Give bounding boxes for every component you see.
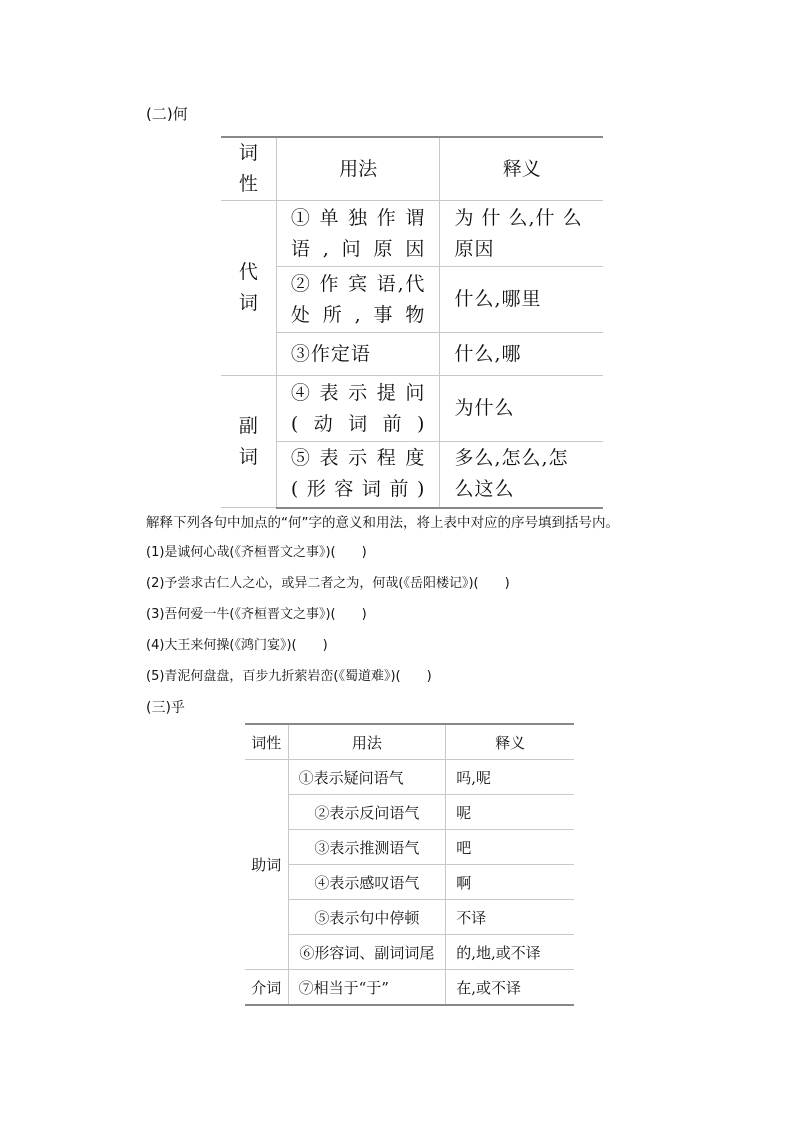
usage-cell: ③表示推测语气: [288, 830, 446, 865]
meaning-cell: 吧: [446, 830, 574, 865]
table-row: [245, 900, 574, 935]
table-row: [221, 201, 603, 267]
table-row: [245, 865, 574, 900]
question-3: (3)吾何爱一牛(《齐桓晋文之事》)( ): [146, 607, 367, 622]
header-usage: 用法: [288, 724, 446, 760]
meaning-cell: 什么,哪里: [440, 267, 603, 333]
pos-cell: 助词: [245, 760, 288, 970]
meaning-cell: 多么,怎么,怎 么这么: [440, 442, 603, 508]
usage-cell: ①表示疑问语气: [288, 760, 446, 795]
meaning-cell: 啊: [446, 865, 574, 900]
meaning-cell: 不译: [446, 900, 574, 935]
meaning-cell: 为什么: [440, 376, 603, 442]
table-row: [245, 795, 574, 830]
question-4: (4)大王来何操(《鸿门宴》)( ): [146, 638, 328, 653]
table-header-row: [221, 137, 603, 201]
table-header-row: [245, 724, 574, 760]
usage-cell: ① 单 独 作 谓 语,问原因: [276, 201, 440, 267]
header-meaning: 释义: [446, 724, 574, 760]
table-row: [221, 267, 603, 333]
usage-cell: ⑤表示句中停顿: [288, 900, 446, 935]
question-5: (5)青泥何盘盘，百步九折萦岩峦(《蜀道难》)( ): [146, 669, 432, 684]
header-pos: 词性: [245, 724, 288, 760]
usage-cell: ②表示反问语气: [288, 795, 446, 830]
pos-cell: 副词: [221, 376, 276, 508]
table-row: [245, 830, 574, 865]
usage-cell: ④表示感叹语气: [288, 865, 446, 900]
meaning-cell: 的,地,或不译: [446, 935, 574, 970]
header-usage: 用法: [276, 137, 440, 201]
table-row: [221, 442, 603, 508]
usage-cell: ④ 表 示 提 问 (动词前): [276, 376, 440, 442]
meaning-cell: 呢: [446, 795, 574, 830]
usage-cell: ⑥形容词、副词词尾: [288, 935, 446, 970]
pos-cell: 介词: [245, 970, 288, 1006]
header-pos: 词性: [221, 137, 276, 201]
usage-cell: ⑤ 表 示 程 度 (形容词前): [276, 442, 440, 508]
table-row: [245, 970, 574, 1006]
section-title-hu: (三)乎: [146, 700, 185, 716]
header-meaning: 释义: [440, 137, 603, 201]
meaning-cell: 为 什 么,什 么 原因: [440, 201, 603, 267]
exercise-instruction: 解释下列各句中加点的“何”字的意义和用法，将上表中对应的序号填到括号内。: [146, 515, 619, 531]
usage-cell: ⑦相当于“于”: [288, 970, 446, 1006]
question-1: (1)是诚何心哉(《齐桓晋文之事》)( ): [146, 545, 367, 560]
table-row: [221, 333, 603, 376]
table-row: [245, 935, 574, 970]
usage-cell: ② 作 宾 语,代 处所,事物: [276, 267, 440, 333]
table-row: [221, 376, 603, 442]
question-2: (2)予尝求古仁人之心，或异二者之为，何哉(《岳阳楼记》)( ): [146, 576, 510, 591]
meaning-cell: 吗,呢: [446, 760, 574, 795]
hu-usage-table: [245, 723, 574, 1006]
table-row: [245, 760, 574, 795]
meaning-cell: 什么,哪: [440, 333, 603, 376]
pos-cell: 代词: [221, 201, 276, 376]
he-usage-table: [221, 136, 603, 509]
meaning-cell: 在,或不译: [446, 970, 574, 1006]
usage-cell: ③作定语: [276, 333, 440, 376]
section-title-he: (二)何: [146, 105, 188, 123]
